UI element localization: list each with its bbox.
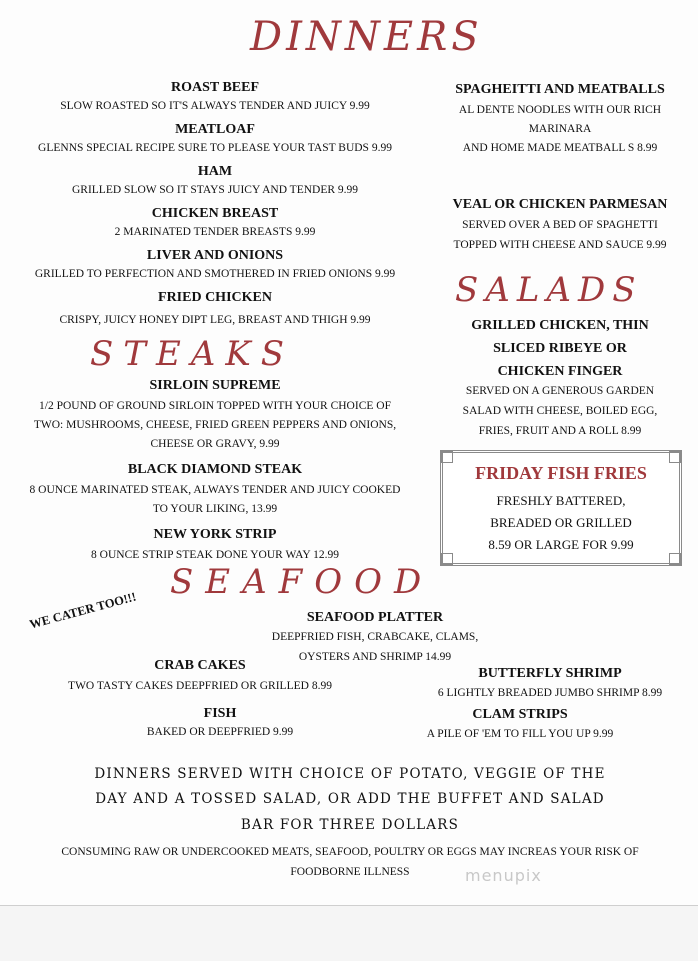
steaks-title: STEAKS — [90, 334, 295, 374]
menu-item-desc: GRILLED SLOW SO IT STAYS JUICY AND TENDER 9.99 — [71, 184, 359, 196]
menu-item-desc: BAKED OR DEEPFRIED 9.99 — [146, 726, 294, 738]
menu-item-desc: A PILE OF 'EM TO FILL YOU UP 9.99 — [426, 728, 614, 740]
menu-item-desc: SERVED ON A GENEROUS GARDEN — [465, 385, 655, 397]
menu-item-name: MEATLOAF — [175, 122, 255, 137]
menu-item-name: CLAM STRIPS — [472, 707, 568, 722]
menu-item-desc: AL DENTE NOODLES WITH OUR RICH — [458, 104, 662, 116]
menu-item-name: FISH — [203, 706, 237, 721]
dinners-title: DINNERS — [250, 14, 483, 60]
menu-item-desc: DEEPFRIED FISH, CRABCAKE, CLAMS, — [271, 631, 479, 643]
menu-item-name: GRILLED CHICKEN, THIN — [471, 318, 649, 333]
disclaimer-line: CONSUMING RAW OR UNDERCOOKED MEATS, SEAFOOD, POULTRY OR EGGS MAY INCREAS YOUR RISK OF — [61, 846, 639, 858]
cater-callout: WE CATER TOO!!! — [28, 589, 138, 632]
scan-margin — [0, 905, 698, 961]
menu-item-desc: CRISPY, JUICY HONEY DIPT LEG, BREAST AND THIGH 9.99 — [59, 314, 371, 326]
menu-item-name: HAM — [197, 164, 233, 179]
menu-item-name: SIRLOIN SUPREME — [149, 378, 281, 393]
sides-note-line: DINNERS SERVED WITH CHOICE OF POTATO, VEGGIE OF THE — [94, 766, 606, 782]
menu-item-desc: 6 LIGHTLY BREADED JUMBO SHRIMP 8.99 — [437, 687, 663, 699]
menu-item-name: NEW YORK STRIP — [153, 527, 277, 542]
menu-item-desc: SERVED OVER A BED OF SPAGHETTI — [462, 219, 658, 231]
watermark-logo: menupix — [465, 866, 542, 885]
menu-item-desc: GRILLED TO PERFECTION AND SMOTHERED IN FRIED ONIONS 9.99 — [34, 268, 396, 280]
menu-item-desc: 8 OUNCE STRIP STEAK DONE YOUR WAY 12.99 — [91, 549, 339, 561]
box-corner-ornament — [441, 451, 453, 463]
menu-item-name: SPAGHEITTI AND MEATBALLS — [455, 82, 665, 97]
menu-item-desc: FRIES, FRUIT AND A ROLL 8.99 — [478, 425, 642, 437]
menu-item-desc: TWO: MUSHROOMS, CHEESE, FRIED GREEN PEPPERS AND ONIONS, — [33, 419, 397, 431]
menu-item-name: BUTTERFLY SHRIMP — [478, 666, 622, 681]
menu-item-desc: TOPPED WITH CHEESE AND SAUCE 9.99 — [453, 239, 667, 251]
menu-item-name: FRIED CHICKEN — [158, 290, 272, 305]
fish-fries-title: FRIDAY FISH FRIES — [475, 463, 647, 483]
fish-fries-box — [440, 450, 682, 566]
menu-item-name: ROAST BEEF — [170, 80, 260, 95]
menu-item-name: CHICKEN FINGER — [497, 364, 623, 379]
menu-item-desc: GLENNS SPECIAL RECIPE SURE TO PLEASE YOUR TAST BUDS 9.99 — [38, 142, 392, 154]
menu-item-desc: 1/2 POUND OF GROUND SIRLOIN TOPPED WITH YOUR CHOICE OF — [39, 400, 391, 412]
menu-item-name: SLICED RIBEYE OR — [493, 341, 627, 356]
box-corner-ornament — [669, 451, 681, 463]
disclaimer-line: FOODBORNE ILLNESS — [290, 866, 410, 878]
menu-item-desc: 8 OUNCE MARINATED STEAK, ALWAYS TENDER AND JUICY COOKED — [29, 484, 401, 496]
menu-item-name: SEAFOOD PLATTER — [306, 610, 444, 625]
salads-title: SALADS — [455, 270, 643, 310]
menu-item-name: LIVER AND ONIONS — [146, 248, 284, 263]
menu-item-desc: CHEESE OR GRAVY, 9.99 — [150, 438, 280, 450]
fish-fries-line: BREADED OR GRILLED — [490, 515, 632, 530]
menu-item-desc: AND HOME MADE MEATBALL S 8.99 — [462, 142, 658, 154]
menu-item-desc: TWO TASTY CAKES DEEPFRIED OR GRILLED 8.99 — [68, 680, 332, 692]
menu-item-name: BLACK DIAMOND STEAK — [127, 462, 303, 477]
sides-note-line: BAR FOR THREE DOLLARS — [240, 817, 460, 833]
fish-fries-line: 8.59 OR LARGE FOR 9.99 — [488, 537, 634, 552]
menu-item-desc: OYSTERS AND SHRIMP 14.99 — [298, 651, 452, 663]
menu-item-name: VEAL OR CHICKEN PARMESAN — [452, 197, 668, 212]
menu-item-name: CRAB CAKES — [154, 658, 246, 673]
fish-fries-line: FRESHLY BATTERED, — [496, 493, 626, 508]
menu-item-desc: SLOW ROASTED SO IT'S ALWAYS TENDER AND JUICY 9.99 — [60, 100, 370, 112]
menu-item-desc: MARINARA — [528, 123, 592, 135]
box-corner-ornament — [441, 553, 453, 565]
menu-item-desc: SALAD WITH CHEESE, BOILED EGG, — [462, 405, 658, 417]
box-corner-ornament — [669, 553, 681, 565]
menu-item-name: CHICKEN BREAST — [151, 206, 279, 221]
seafood-title: SEAFOOD — [170, 562, 434, 602]
menu-item-desc: TO YOUR LIKING, 13.99 — [152, 503, 278, 515]
menu-item-desc: 2 MARINATED TENDER BREASTS 9.99 — [114, 226, 316, 238]
sides-note-line: DAY AND A TOSSED SALAD, OR ADD THE BUFFET AND SALAD — [95, 791, 605, 807]
